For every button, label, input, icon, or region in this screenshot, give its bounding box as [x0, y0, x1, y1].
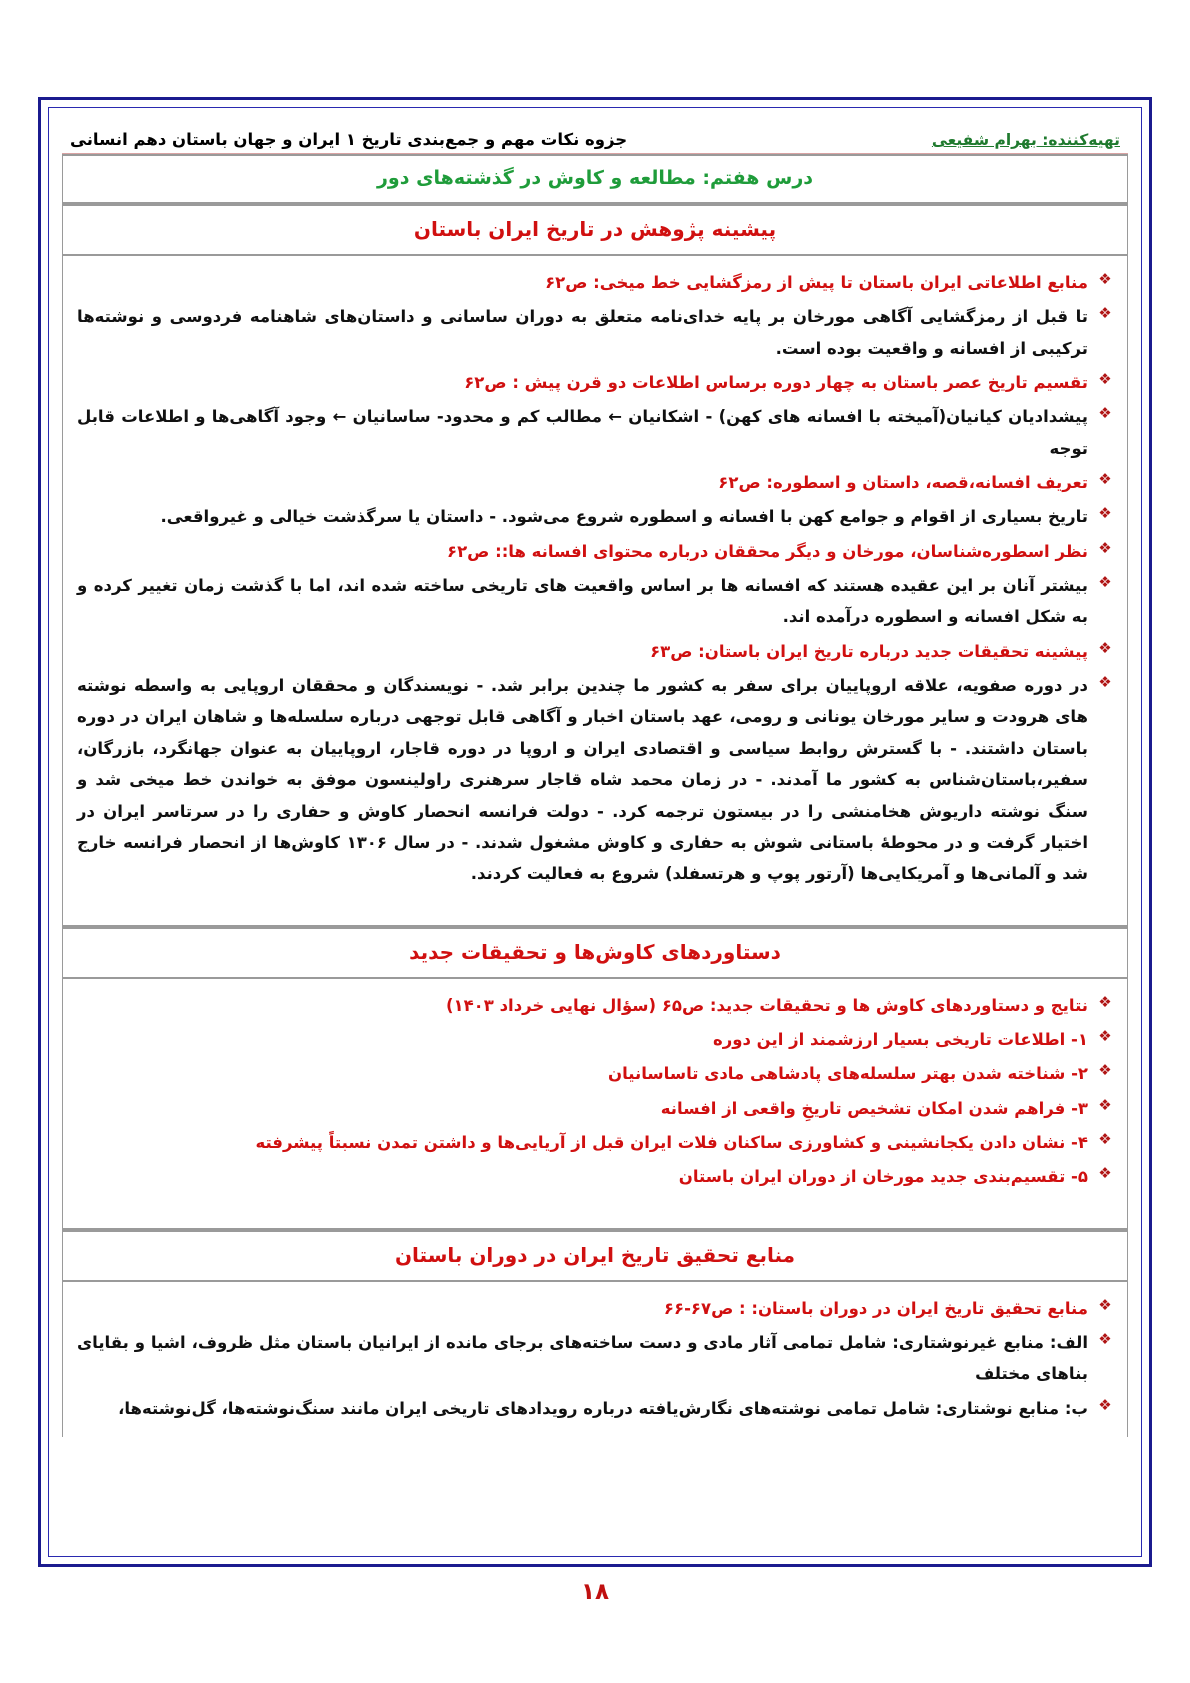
list-item-text: پیشدادیان کیانیان(آمیخته با افسانه های کهن) - اشکانیان ← مطالب کم و محدود- ساسانیان ← وجود آگاهی‌ها و اطلاعات قابل توجه [77, 407, 1088, 458]
list-item-text: تعریف افسانه،قصه، داستان و اسطوره: ص۶۲ [718, 473, 1088, 493]
section-heading-2: دستاوردهای کاوش‌ها و تحقیقات جدید [62, 927, 1128, 979]
bullet-icon: ❖ [1098, 1026, 1112, 1045]
bullet-icon: ❖ [1098, 404, 1112, 423]
list-item-text: پیشینه تحقیقات جدید درباره تاریخ ایران باستان: ص۶۳ [650, 641, 1088, 661]
bullet-icon: ❖ [1098, 1061, 1112, 1080]
bullet-icon: ❖ [1098, 638, 1112, 657]
list-item [77, 1127, 1113, 1158]
list-item-text: تا قبل از رمزگشایی آگاهی مورخان بر پایه خدای‌نامه متعلق به دوران ساسانی و داستان‌های شاهنامه فردوسی و نوشته‌ها ترکیبی از افسانه و واقعیت بوده است. [77, 307, 1088, 358]
section-body-3 [62, 1282, 1128, 1437]
list-item-text: ۱- اطلاعات تاریخی بسیار ارزشمند از این دوره [712, 1029, 1088, 1049]
list-item [77, 1293, 1113, 1324]
bullet-icon: ❖ [1098, 304, 1112, 323]
list-item [77, 1161, 1113, 1192]
bullet-icon: ❖ [1098, 538, 1112, 557]
section-heading-1: پیشینه پژوهش در تاریخ ایران باستان [62, 204, 1128, 256]
bullet-icon: ❖ [1098, 470, 1112, 489]
section-body-1 [62, 256, 1128, 927]
list-item-text: منابع اطلاعاتی ایران باستان تا پیش از رمزگشایی خط میخی: ص۶۲ [545, 273, 1088, 292]
bullet-icon: ❖ [1098, 270, 1112, 288]
bullet-icon: ❖ [1098, 1295, 1112, 1314]
document-title: جزوه نکات مهم و جمع‌بندی تاریخ ۱ ایران و جهان باستان دهم انسانی [70, 130, 628, 149]
list-item [77, 570, 1113, 633]
list-item-text: نظر اسطوره‌شناسان، مورخان و دیگر محققان درباره محتوای افسانه ها:: ص۶۲ [447, 541, 1088, 561]
list-item [77, 301, 1113, 364]
page-number: ۱۸ [580, 1579, 610, 1605]
list-item-text: ب: منابع نوشتاری: شامل تمامی نوشته‌های نگارش‌یافته درباره رویدادهای تاریخی ایران مانند سنگ‌نوشته‌ها، گل‌نوشته‌ها، [118, 1398, 1088, 1418]
list-item [77, 467, 1113, 498]
list-item [77, 1093, 1113, 1124]
bullet-icon: ❖ [1098, 1095, 1112, 1114]
list-item [77, 536, 1113, 567]
list-item-text: بیشتر آنان بر این عقیده هستند که افسانه ها بر اساس واقعیت های تاریخی ساخته شده اند، اما با گذشت زمان تغییر کرده و به شکل افسانه و اسطوره درآمده اند. [77, 576, 1088, 627]
section-heading-3: منابع تحقیق تاریخ ایران در دوران باستان [62, 1230, 1128, 1282]
list-item [77, 636, 1113, 667]
list-item [77, 670, 1113, 889]
bullet-icon: ❖ [1098, 1129, 1112, 1148]
document-author: تهیه‌کننده: بهرام شفیعی [931, 131, 1120, 149]
bullet-icon: ❖ [1098, 573, 1112, 592]
document-header [62, 120, 1128, 154]
bullet-icon: ❖ [1098, 992, 1112, 1011]
list-item [77, 1327, 1113, 1390]
section-body-2 [62, 979, 1128, 1230]
list-item [77, 1024, 1113, 1055]
list-item-text: تقسیم تاریخ عصر باستان به چهار دوره برساس اطلاعات دو قرن پیش : ص۶۲ [464, 373, 1088, 393]
list-item [77, 1393, 1113, 1424]
bullet-icon: ❖ [1098, 673, 1112, 692]
list-item [77, 401, 1113, 464]
list-item-text: در دوره صفویه، علاقه اروپاییان برای سفر به کشور ما چندین برابر شد. - نویسندگان و محققان اروپایی به واسطه نوشته های هرودت و سایر مورخان یونانی و رومی، عهد باستان اخبار و آگاهی قابل توجهی درباره سلسله‌ها و شاهان ایران در دوره باستان داشتند. - با گسترش روابط سیاسی و اقتصادی ایران و اروپا در دوره قاجار، اروپاییان به عنوان جهانگرد، بازرگان، سفیر،باستان‌شناس به کشور ما آمدند. - در زمان محمد شاه قاجار سرهنری راولینسون موفق به خواندن خط میخی شد و سنگ نوشته داریوش هخامنشی را در بیستون ترجمه کرد. - دولت فرانسه انحصار کاوش و حفاری را در سرتاسر ایران در اختیار گرفت و در محوطهٔ باستانی شوش به حفاری و کاوش مشغول شدند. - در سال ۱۳۰۶ کاوش‌ها از انحصار فرانسه خارج شد و آلمانی‌ها و آمریکایی‌ها (آرتور پوپ و هرتسفلد) شروع به فعالیت کردند. [77, 676, 1088, 884]
list-item-text: ۲- شناخته شدن بهتر سلسله‌های پادشاهی مادی تاساسانیان [608, 1064, 1088, 1084]
bullet-icon: ❖ [1098, 1395, 1112, 1414]
list-item-text: الف: منابع غیرنوشتاری: شامل تمامی آثار مادی و دست ساخته‌های برجای مانده از ایرانیان باستان مثل ظروف، اشیا و بقایای بناهای مختلف [77, 1332, 1088, 1384]
bullet-icon: ❖ [1098, 370, 1112, 389]
list-item [77, 1058, 1113, 1089]
list-item [77, 990, 1113, 1021]
bullet-icon: ❖ [1098, 1329, 1112, 1348]
list-item-text: تاریخ بسیاری از اقوام و جوامع کهن با افسانه و اسطوره شروع می‌شود. - داستان یا سرگذشت خیالی و غیرواقعی. [160, 507, 1088, 527]
lesson-title-band: درس هفتم: مطالعه و کاوش در گذشته‌های دور [62, 154, 1128, 204]
list-item [77, 367, 1113, 398]
list-item-text: ۵- تقسیم‌بندی جدید مورخان از دوران ایران باستان [678, 1167, 1088, 1187]
list-item-text: ۴- نشان دادن یکجانشینی و کشاورزی ساکنان فلات ایران قبل از آریایی‌ها و داشتن تمدن نسبتاً پیشرفته [255, 1132, 1088, 1152]
list-item [77, 501, 1113, 532]
list-item [77, 267, 1113, 298]
list-item-text: ۳- فراهم شدن امکان تشخیص تاریخِ واقعی از افسانه [660, 1098, 1088, 1118]
page-content [62, 120, 1128, 1540]
bullet-icon: ❖ [1098, 1164, 1112, 1183]
list-item-text: منابع تحقیق تاریخ ایران در دوران باستان: : ص۶۷-۶۶ [663, 1298, 1088, 1318]
list-item-text: نتایج و دستاوردهای کاوش ها و تحقیقات جدید: ص۶۵ (سؤال نهایی خرداد ۱۴۰۳) [445, 995, 1088, 1015]
bullet-icon: ❖ [1098, 504, 1112, 523]
